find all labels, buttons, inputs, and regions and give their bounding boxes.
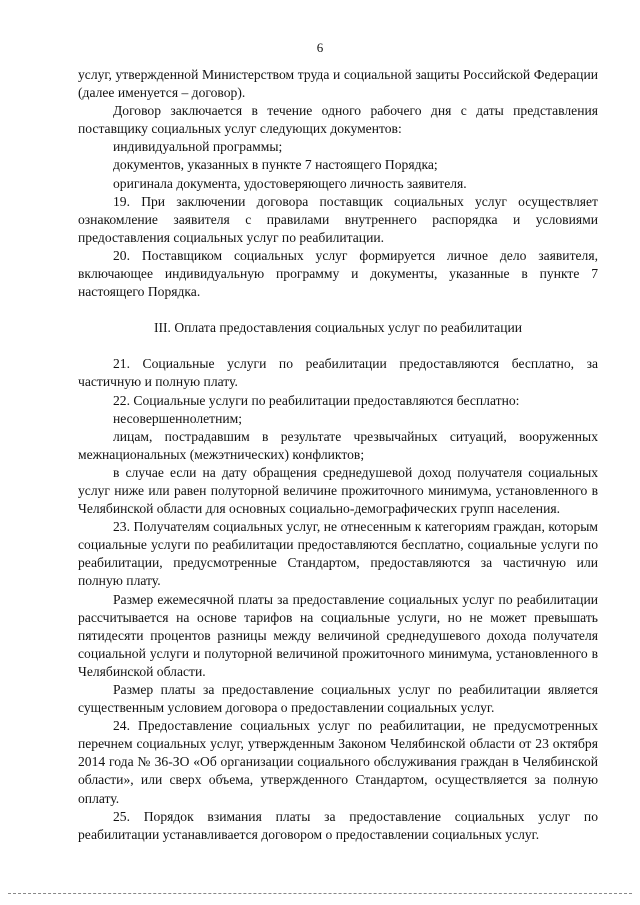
paragraph-22: 22. Социальные услуги по реабилитации предоставляются бесплатно: <box>113 392 520 408</box>
paragraph-21: 21. Социальные услуги по реабилитации предоставляются бесплатно, за частичную и полную плату. <box>78 356 598 390</box>
document-body <box>78 66 598 844</box>
paragraph-continuation: услуг, утвержденной Министерством труда и социальной защиты Российской Федерации (далее именуется – договор). <box>78 67 598 101</box>
paragraph-23: 23. Получателям социальных услуг, не отнесенным к категориям граждан, которым социальные услуги по реабилитации предоставляются бесплатно, социальные услуги по реабилитации, предусмотренные Стандартом, предоставляются за частичную или полную плату. <box>78 519 598 589</box>
paragraph-contract-documents: Договор заключается в течение одного рабочего дня с даты представления поставщику социальных услуг следующих документов: <box>78 103 598 137</box>
list-item-documents-point-7: документов, указанных в пункте 7 настоящего Порядка; <box>113 157 438 173</box>
list-item-minors: несовершеннолетним; <box>113 410 243 426</box>
paragraph-fee-condition: Размер платы за предоставление социальных услуг по реабилитации является существенным условием договора о предоставлении социальных услуг. <box>78 682 598 716</box>
paragraph-monthly-fee: Размер ежемесячной платы за предоставление социальных услуг по реабилитации рассчитывается на основе тарифов на социальные услуги, но не может превышать пятидесяти процентов разницы между величиной среднедушевого дохода получателя социальной услуги и полуторной величиной прожиточного минимума, установленного в Челябинской области. <box>78 591 598 679</box>
paragraph-25: 25. Порядок взимания платы за предоставление социальных услуг по реабилитации устанавливается договором о предоставлении социальных услуг. <box>78 808 598 842</box>
list-item-low-income: в случае если на дату обращения среднедушевой доход получателя социальных услуг ниже или равен полуторной величине прожиточного минимума, установленного в Челябинской области для основных социально-демографических групп населения. <box>78 464 598 517</box>
list-item-emergency-victims: лицам, пострадавшим в результате чрезвычайных ситуаций, вооруженных межнациональных (межэтнических) конфликтов; <box>78 428 598 462</box>
paragraph-19: 19. При заключении договора поставщик социальных услуг осуществляет ознакомление заявителя с правилами внутреннего распорядка и условиями предоставления социальных услуг по реабилитации. <box>78 193 598 245</box>
section-heading: III. Оплата предоставления социальных услуг по реабилитации <box>153 320 523 336</box>
footer-divider <box>8 893 632 894</box>
list-item-individual-program: индивидуальной программы; <box>113 139 283 155</box>
list-item-identity-document: оригинала документа, удостоверяющего личность заявителя. <box>113 175 467 191</box>
paragraph-24: 24. Предоставление социальных услуг по реабилитации, не предусмотренных перечнем социальных услуг, утвержденным Законом Челябинской области от 23 октября 2014 года № 36-ЗО «Об организации социального обслуживания граждан в Челябинской области», или сверх объема, утвержденного Стандартом, осуществляется за полную оплату. <box>78 718 598 806</box>
page-number: 6 <box>316 40 324 55</box>
paragraph-20: 20. Поставщиком социальных услуг формируется личное дело заявителя, включающее индивидуальную программу и документы, указанные в пункте 7 настоящего Порядка. <box>78 247 598 300</box>
